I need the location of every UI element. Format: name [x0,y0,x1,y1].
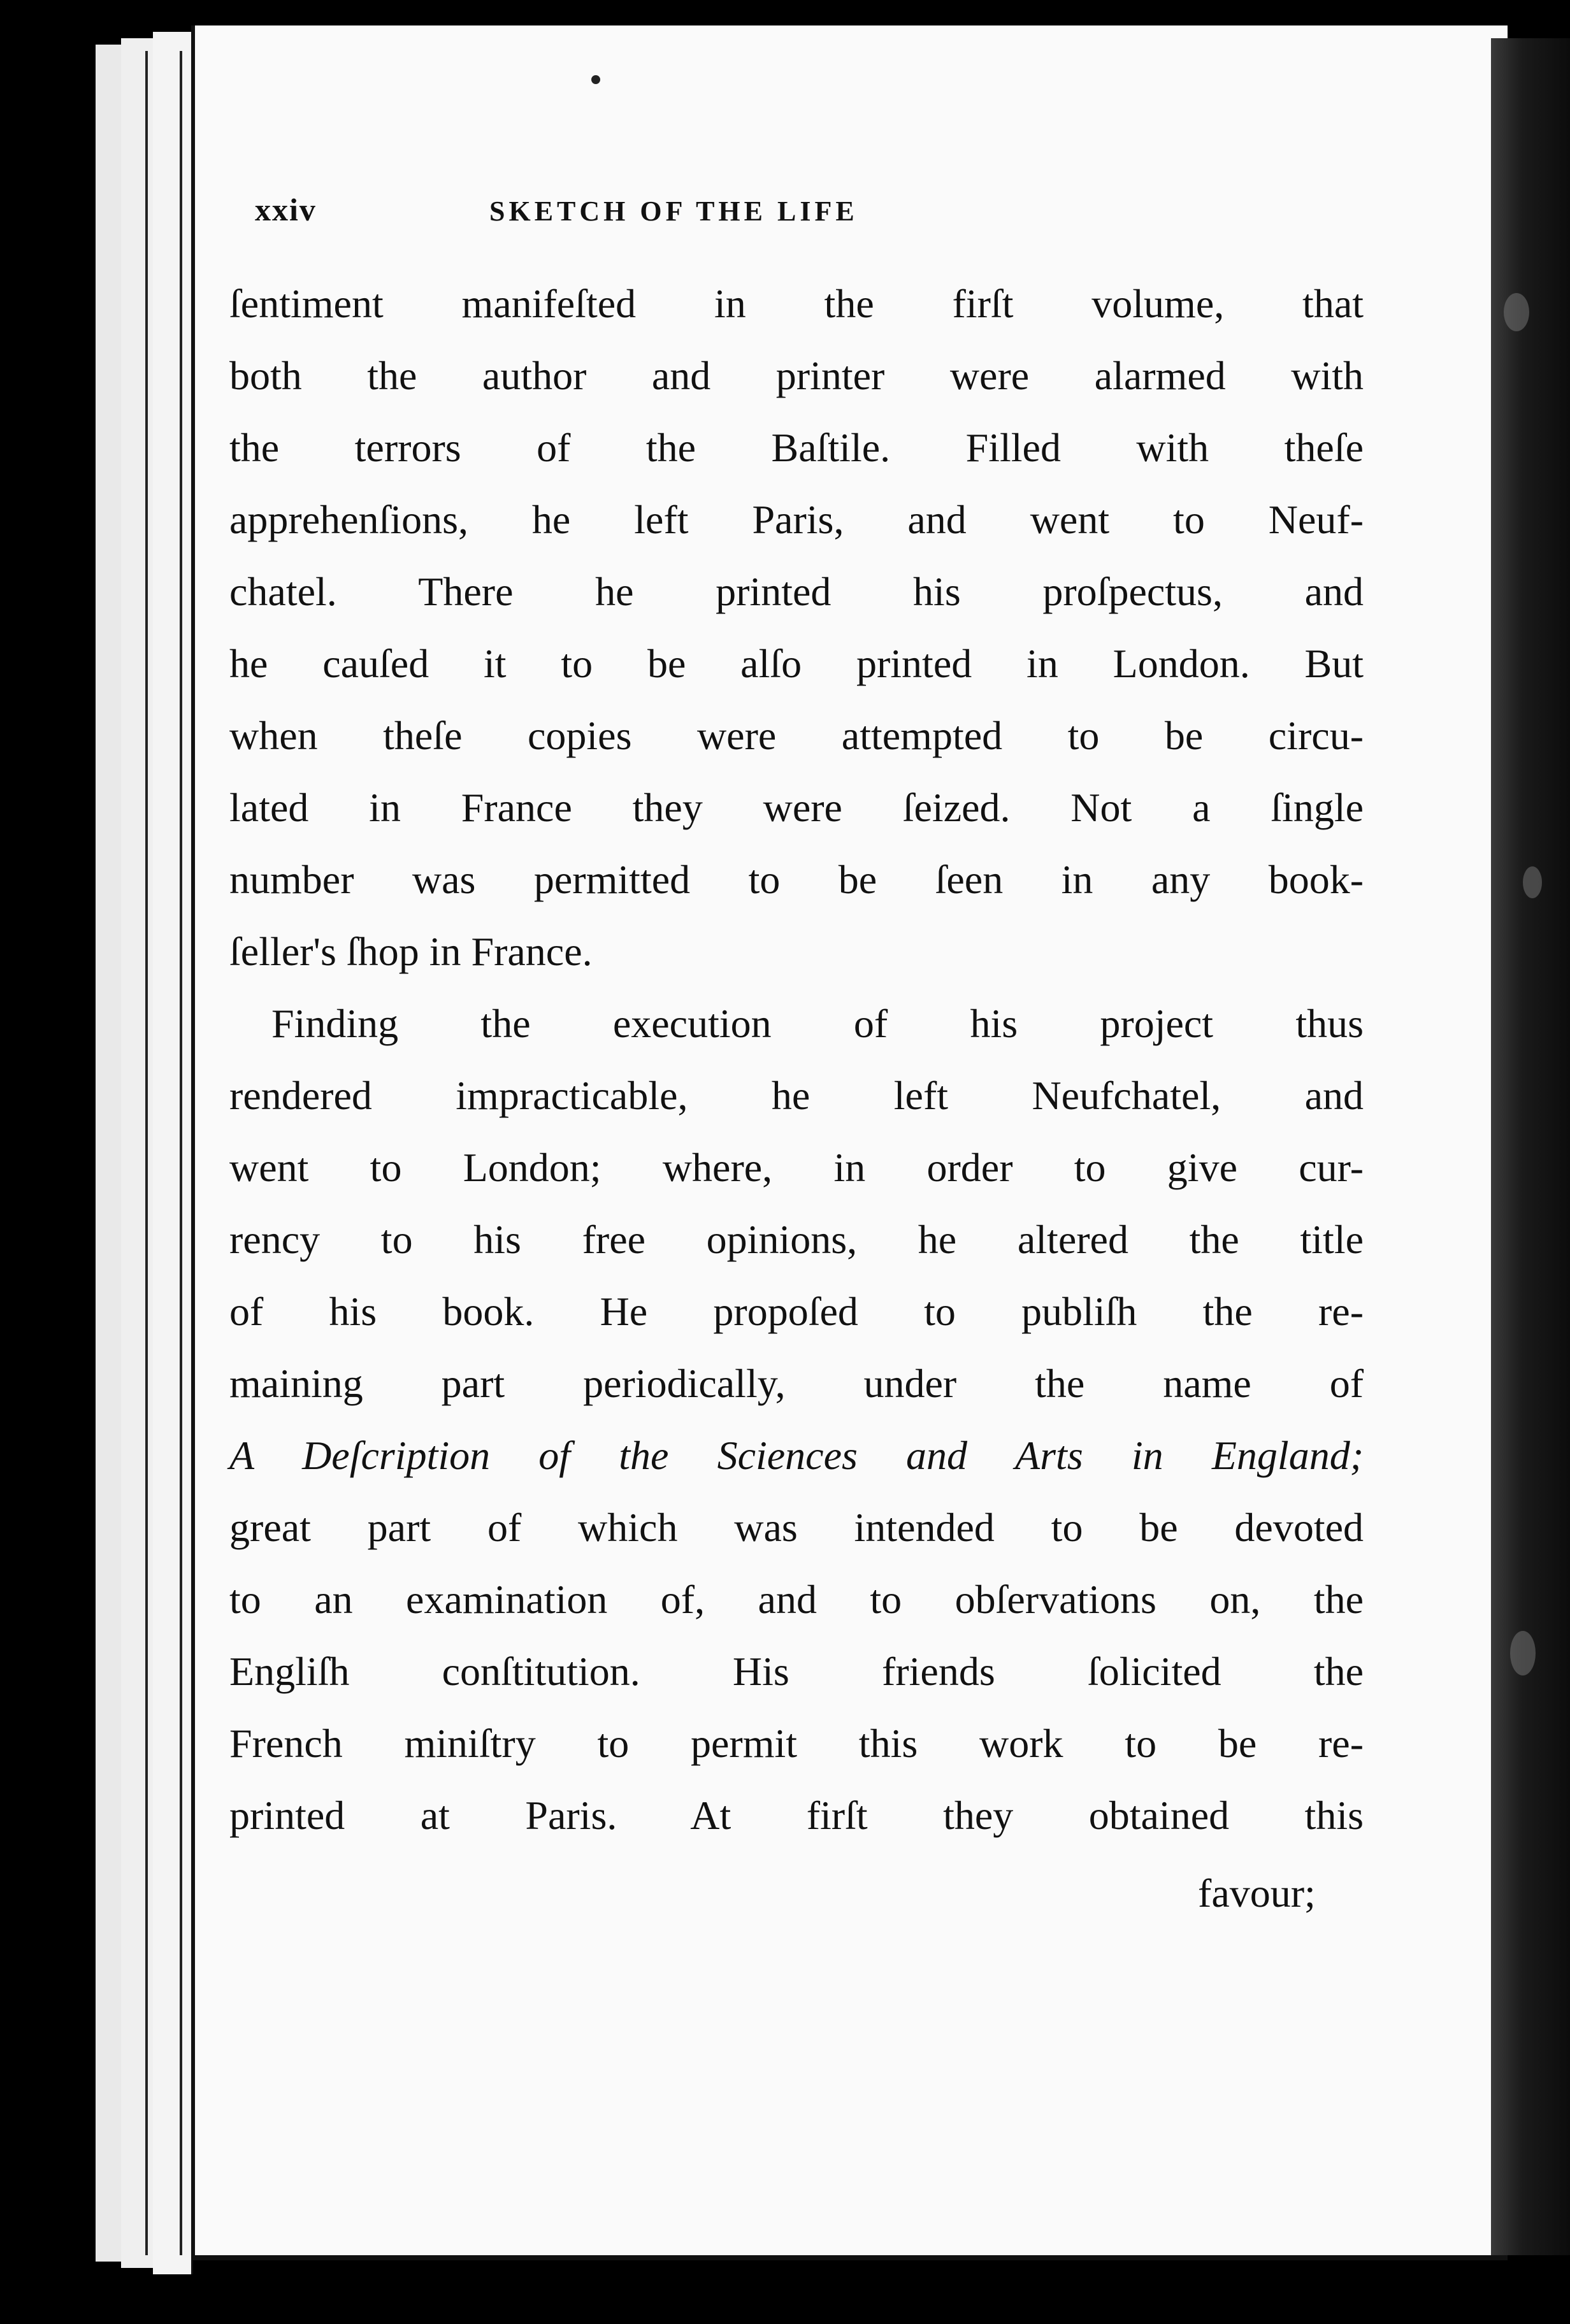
text-line: of his book. He propoſed to publiſh the re- [229,1289,1364,1334]
page-edge [96,45,123,2262]
text-line: great part of which was intended to be devoted [229,1505,1364,1550]
text-line: when theſe copies were attempted to be circu- [229,713,1364,758]
page-edge-line [145,51,148,2255]
book-gutter [1491,38,1570,2255]
body-text [229,268,1364,1851]
running-head: SKETCH OF THE LIFE [489,196,858,227]
ink-speck [591,75,600,84]
text-line: chatel. There he printed his proſpectus, and [229,569,1364,614]
text-line: maining part periodically, under the name of [229,1361,1364,1406]
page-header [255,191,1172,236]
text-line: both the author and printer were alarmed with [229,353,1364,398]
catchword: favour; [1198,1870,1316,1916]
page-edge-line [180,51,182,2255]
text-line-italic: A Deſcription of the Sciences and Arts in England; [229,1433,1364,1478]
text-line: lated in France they were ſeized. Not a ſingle [229,785,1364,830]
text-line: Finding the execution of his project thus [271,1001,1364,1046]
text-line: to an examination of, and to obſervations on, the [229,1577,1364,1622]
text-line: went to London; where, in order to give cur- [229,1145,1364,1190]
text-line: French miniſtry to permit this work to be re- [229,1721,1364,1766]
page-edge [153,32,193,2274]
text-line: rency to his free opinions, he altered the title [229,1217,1364,1262]
text-line: number was permitted to be ſeen in any book- [229,857,1364,902]
page-number: xxiv [255,192,317,227]
text-line: the terrors of the Baſtile. Filled with theſe [229,425,1364,470]
text-line: ſeller's ſhop in France. [229,929,593,974]
page-edge [121,38,155,2268]
text-line: rendered impracticable, he left Neufchatel, and [229,1073,1364,1118]
text-line: printed at Paris. At firſt they obtained this [229,1793,1364,1838]
text-line: apprehenſions, he left Paris, and went to Neuf- [229,497,1364,542]
text-line: he cauſed it to be alſo printed in London. But [229,641,1364,686]
text-line: ſentiment manifeſted in the firſt volume, that [229,281,1364,326]
text-line: Engliſh conſtitution. His friends ſolicited the [229,1649,1364,1694]
